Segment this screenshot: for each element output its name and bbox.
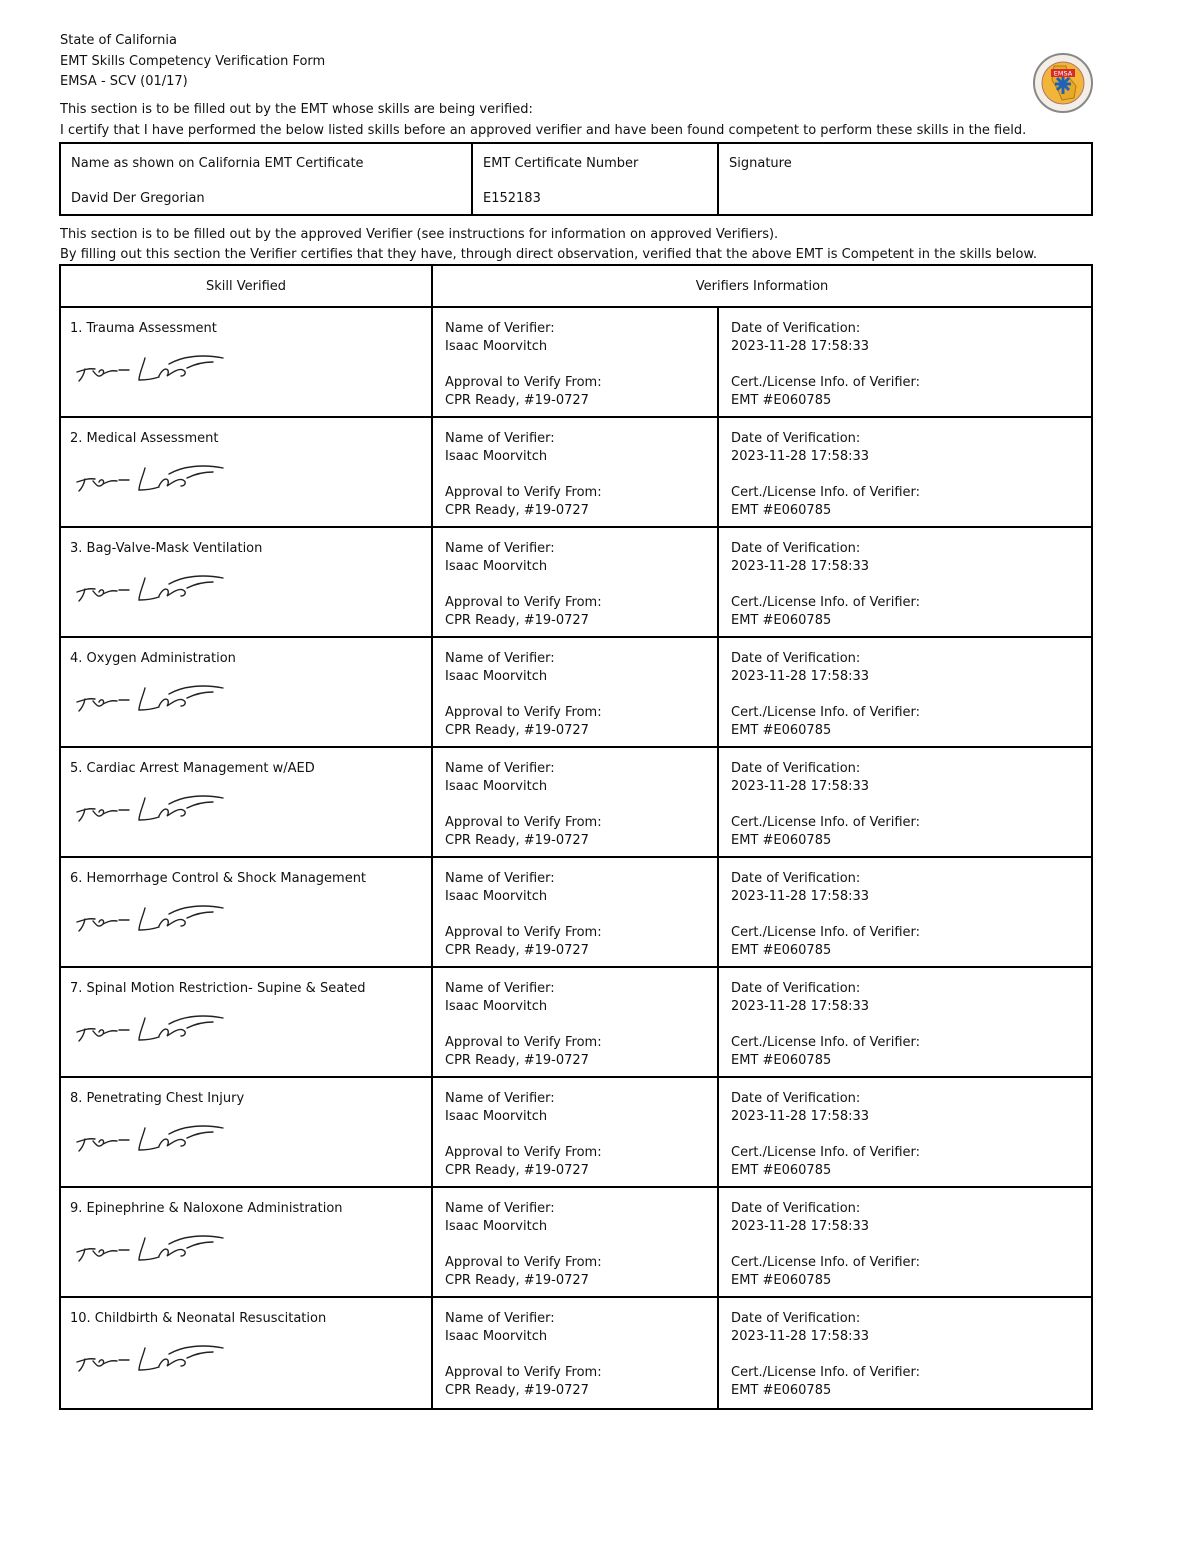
cert-license-value: EMT #E060785 [731,1053,832,1068]
skills-table [59,264,1093,1410]
cert-license-label: Cert./License Info. of Verifier: [731,1365,920,1380]
verifier-signature [73,460,229,498]
skill-row [61,1188,1091,1298]
verification-date-cert-cell [719,858,1091,966]
verifier-signature [73,1120,229,1158]
form-code: EMSA - SCV (01/17) [60,74,188,89]
approval-value: CPR Ready, #19-0727 [445,1163,589,1178]
skill-cell [61,968,433,1076]
verification-date-cert-cell [719,638,1091,746]
verification-date: 2023-11-28 17:58:33 [731,449,870,464]
verification-date: 2023-11-28 17:58:33 [731,779,870,794]
emt-section-instruction: This section is to be filled out by the EMT whose skills are being verified: [60,102,533,117]
cert-license-label: Cert./License Info. of Verifier: [731,1255,920,1270]
verifier-name: Isaac Moorvitch [445,1219,548,1234]
header-skill-verified: Skill Verified [61,266,433,306]
skill-row [61,528,1091,638]
cert-license-value: EMT #E060785 [731,943,832,958]
skill-cell [61,1298,433,1408]
cert-license-value: EMT #E060785 [731,723,832,738]
verifier-name-approval-cell [433,748,719,856]
approval-value: CPR Ready, #19-0727 [445,393,589,408]
verifier-name-approval-cell [433,1188,719,1296]
approval-value: CPR Ready, #19-0727 [445,613,589,628]
verification-date-label: Date of Verification: [731,981,861,996]
emt-name-cell [61,144,473,214]
verification-date-cert-cell [719,528,1091,636]
skill-name: 2. Medical Assessment [70,431,219,446]
skill-name: 4. Oxygen Administration [70,651,236,666]
verification-date: 2023-11-28 17:58:33 [731,889,870,904]
form-title: EMT Skills Competency Verification Form [60,54,326,69]
verifier-signature [73,900,229,938]
cert-license-value: EMT #E060785 [731,393,832,408]
verifier-name: Isaac Moorvitch [445,669,548,684]
skill-cell [61,1188,433,1296]
verifier-signature [73,350,229,388]
skill-row [61,748,1091,858]
verification-date-cert-cell [719,418,1091,526]
verification-date-label: Date of Verification: [731,761,861,776]
skill-name: 7. Spinal Motion Restriction- Supine & Seated [70,981,366,996]
skill-name: 1. Trauma Assessment [70,321,217,336]
verification-date: 2023-11-28 17:58:33 [731,1219,870,1234]
verification-date-label: Date of Verification: [731,871,861,886]
approval-label: Approval to Verify From: [445,1035,602,1050]
verifier-name-label: Name of Verifier: [445,871,555,886]
verifier-name-label: Name of Verifier: [445,1311,555,1326]
svg-text:EMSA: EMSA [1053,69,1073,78]
verification-date-label: Date of Verification: [731,431,861,446]
approval-label: Approval to Verify From: [445,925,602,940]
cert-license-label: Cert./License Info. of Verifier: [731,705,920,720]
approval-label: Approval to Verify From: [445,815,602,830]
skill-name: 9. Epinephrine & Naloxone Administration [70,1201,343,1216]
verification-date: 2023-11-28 17:58:33 [731,669,870,684]
emt-name-label: Name as shown on California EMT Certificate [71,156,364,171]
skill-name: 5. Cardiac Arrest Management w/AED [70,761,315,776]
verification-date: 2023-11-28 17:58:33 [731,1109,870,1124]
cert-license-value: EMT #E060785 [731,1273,832,1288]
verifier-name-approval-cell [433,1078,719,1186]
emt-name-value: David Der Gregorian [71,191,205,206]
verifier-name-label: Name of Verifier: [445,761,555,776]
approval-label: Approval to Verify From: [445,595,602,610]
verification-date-cert-cell [719,748,1091,856]
emt-certification-statement: I certify that I have performed the below listed skills before an approved verifier and have been found competent to perform these skills in the field. [60,123,1027,138]
verifier-name-approval-cell [433,968,719,1076]
skill-row [61,858,1091,968]
verification-date-label: Date of Verification: [731,1091,861,1106]
verifier-name-approval-cell [433,308,719,416]
verifier-name: Isaac Moorvitch [445,559,548,574]
skill-row [61,1298,1091,1408]
verifier-name: Isaac Moorvitch [445,1329,548,1344]
cert-license-label: Cert./License Info. of Verifier: [731,375,920,390]
skill-row [61,308,1091,418]
verifier-signature [73,1230,229,1268]
emt-signature-cell[interactable] [719,144,1091,214]
cert-license-label: Cert./License Info. of Verifier: [731,815,920,830]
verification-date: 2023-11-28 17:58:33 [731,559,870,574]
verification-date-cert-cell [719,968,1091,1076]
verifier-name-approval-cell [433,418,719,526]
approval-value: CPR Ready, #19-0727 [445,723,589,738]
approval-value: CPR Ready, #19-0727 [445,833,589,848]
cert-license-value: EMT #E060785 [731,1163,832,1178]
approval-label: Approval to Verify From: [445,1145,602,1160]
approval-value: CPR Ready, #19-0727 [445,1053,589,1068]
verification-date-cert-cell [719,1298,1091,1408]
verification-date-label: Date of Verification: [731,651,861,666]
verifier-certification-statement: By filling out this section the Verifier certifies that they have, through direct observation, verified that the above EMT is Competent in the skills below. [60,247,1038,262]
verification-date: 2023-11-28 17:58:33 [731,999,870,1014]
verifier-name-label: Name of Verifier: [445,1201,555,1216]
approval-value: CPR Ready, #19-0727 [445,1273,589,1288]
verifier-name-label: Name of Verifier: [445,981,555,996]
verifier-name: Isaac Moorvitch [445,1109,548,1124]
skill-cell [61,638,433,746]
verifier-name-label: Name of Verifier: [445,431,555,446]
cert-license-label: Cert./License Info. of Verifier: [731,925,920,940]
cert-license-label: Cert./License Info. of Verifier: [731,485,920,500]
verifier-name-approval-cell [433,1298,719,1408]
approval-label: Approval to Verify From: [445,1365,602,1380]
emt-cert-label: EMT Certificate Number [483,156,639,171]
verifier-name-approval-cell [433,528,719,636]
emt-info-table [59,142,1093,216]
approval-label: Approval to Verify From: [445,485,602,500]
approval-label: Approval to Verify From: [445,375,602,390]
skill-cell [61,1078,433,1186]
cert-license-label: Cert./License Info. of Verifier: [731,1145,920,1160]
skill-cell [61,308,433,416]
verifier-name: Isaac Moorvitch [445,889,548,904]
verification-date-cert-cell [719,1078,1091,1186]
cert-license-value: EMT #E060785 [731,1383,832,1398]
verifier-section-instruction: This section is to be filled out by the approved Verifier (see instructions for information on approved Verifiers). [60,227,779,242]
cert-license-value: EMT #E060785 [731,503,832,518]
state-title: State of California [60,33,177,48]
verifier-name-label: Name of Verifier: [445,321,555,336]
skill-row [61,638,1091,748]
skill-cell [61,748,433,856]
emt-cert-cell [473,144,719,214]
verification-date: 2023-11-28 17:58:33 [731,339,870,354]
verifier-name-approval-cell [433,858,719,966]
cert-license-label: Cert./License Info. of Verifier: [731,1035,920,1050]
cert-license-value: EMT #E060785 [731,613,832,628]
skills-table-header [61,266,1091,308]
verifier-name: Isaac Moorvitch [445,999,548,1014]
verifier-signature [73,1010,229,1048]
verifier-name: Isaac Moorvitch [445,779,548,794]
verification-date: 2023-11-28 17:58:33 [731,1329,870,1344]
header-verifiers-information: Verifiers Information [695,278,829,294]
skill-row [61,968,1091,1078]
verifier-name-label: Name of Verifier: [445,1091,555,1106]
emt-cert-value: E152183 [483,191,541,206]
skill-cell [61,858,433,966]
approval-value: CPR Ready, #19-0727 [445,503,589,518]
verifier-signature [73,1340,229,1378]
verification-date-label: Date of Verification: [731,321,861,336]
verifier-name-approval-cell [433,638,719,746]
verifier-name-label: Name of Verifier: [445,541,555,556]
skill-cell [61,418,433,526]
verifier-name: Isaac Moorvitch [445,449,548,464]
approval-label: Approval to Verify From: [445,705,602,720]
skill-name: 8. Penetrating Chest Injury [70,1091,245,1106]
cert-license-label: Cert./License Info. of Verifier: [731,595,920,610]
verification-date-cert-cell [719,308,1091,416]
approval-value: CPR Ready, #19-0727 [445,1383,589,1398]
skill-cell [61,528,433,636]
verification-date-label: Date of Verification: [731,1201,861,1216]
verifier-signature [73,570,229,608]
verification-date-label: Date of Verification: [731,541,861,556]
cert-license-value: EMT #E060785 [731,833,832,848]
skill-name: 10. Childbirth & Neonatal Resuscitation [70,1311,327,1326]
verification-date-label: Date of Verification: [731,1311,861,1326]
emt-signature-label: Signature [729,156,792,171]
verifier-signature [73,680,229,718]
skill-row [61,1078,1091,1188]
verifier-signature [73,790,229,828]
verifier-name: Isaac Moorvitch [445,339,548,354]
skill-name: 3. Bag-Valve-Mask Ventilation [70,541,263,556]
approval-value: CPR Ready, #19-0727 [445,943,589,958]
skill-name: 6. Hemorrhage Control & Shock Management [70,871,367,886]
verification-date-cert-cell [719,1188,1091,1296]
skill-row [61,418,1091,528]
approval-label: Approval to Verify From: [445,1255,602,1270]
verifier-name-label: Name of Verifier: [445,651,555,666]
emsa-logo [1032,52,1094,114]
